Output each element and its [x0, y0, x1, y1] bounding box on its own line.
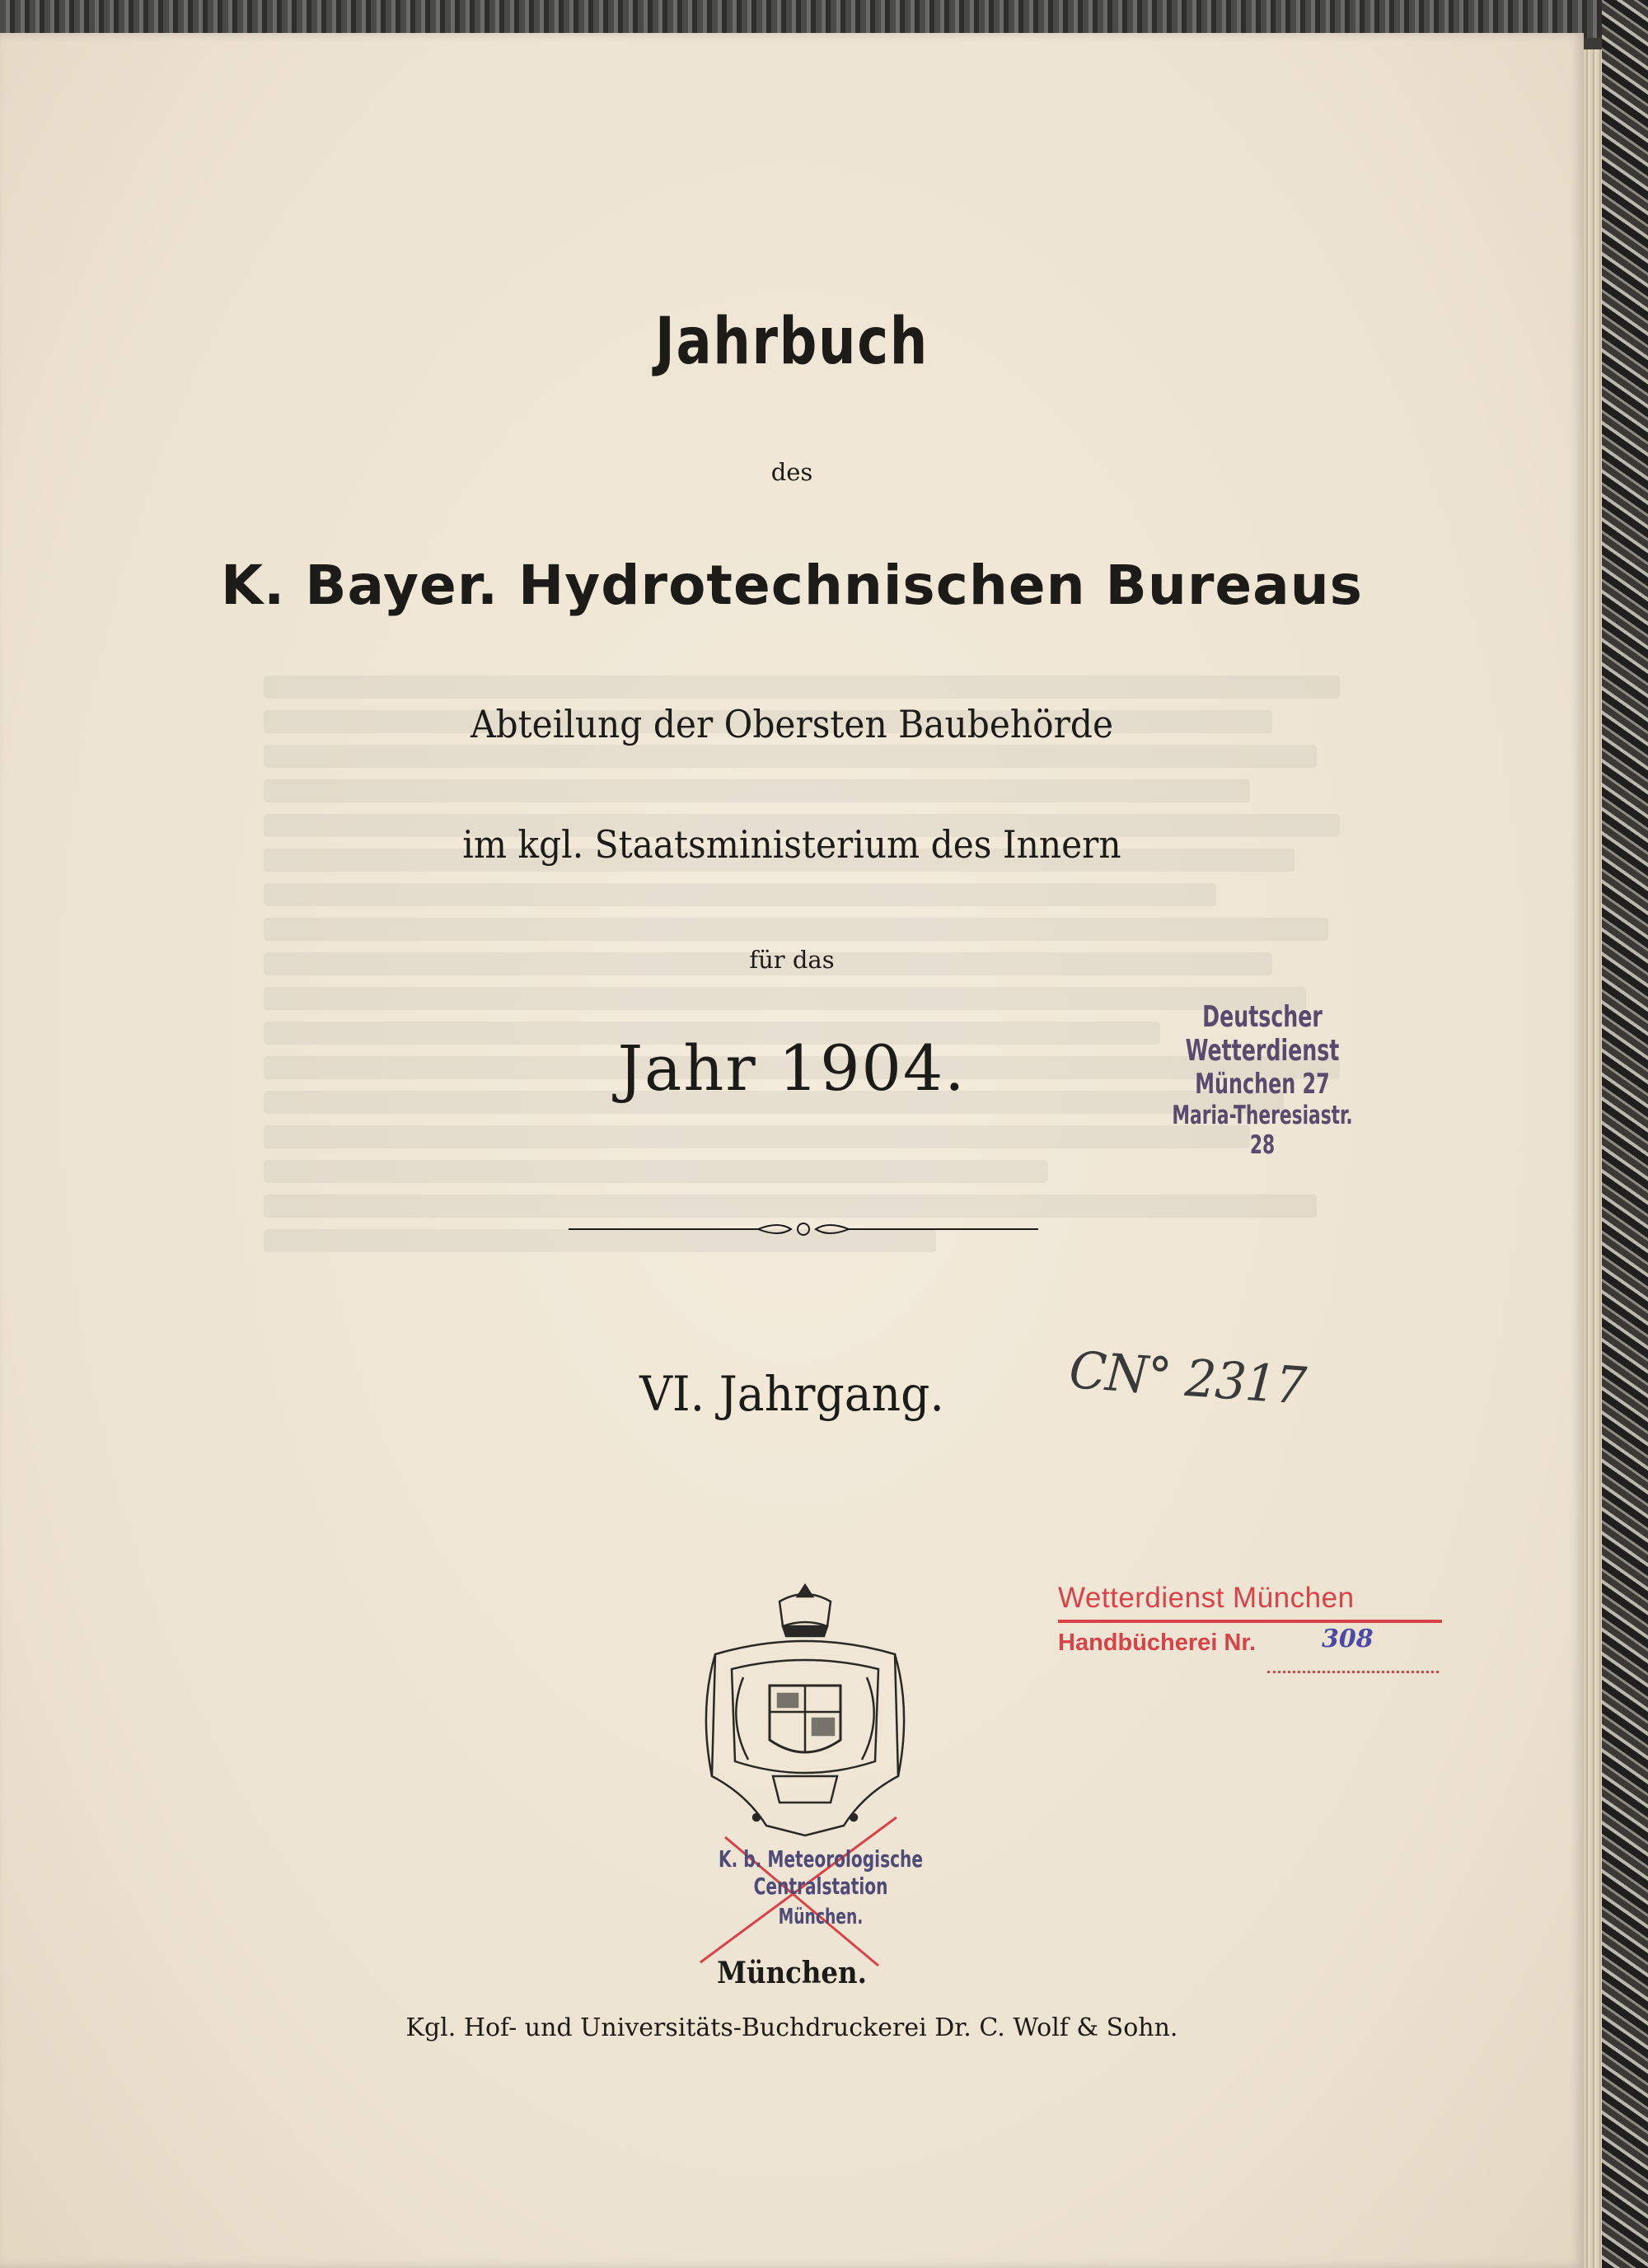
library-stamp-line-2: Handbücherei Nr. — [1058, 1630, 1257, 1656]
handwritten-catalog-number: CN° 2317 — [1067, 1340, 1308, 1416]
page-edges — [1584, 49, 1602, 2268]
library-stamp-number: 308 — [1322, 1625, 1374, 1653]
printer-line: Kgl. Hof- und Universitäts-Buchdruckerei Dr. C. Wolf & Sohn. — [405, 2013, 1178, 2042]
title-page — [0, 33, 1584, 2268]
book-title: Jahrbuch — [655, 305, 929, 379]
department-line-2: im kgl. Staatsministerium des Innern — [462, 822, 1121, 867]
volume-line: VI. Jahrgang. — [639, 1366, 944, 1422]
des-line: des — [770, 458, 813, 486]
year-line: Jahr 1904. — [617, 1031, 967, 1105]
dwd-stamp-line-3: Maria-Theresiastr. 28 — [1172, 1101, 1353, 1160]
meteo-stamp-line-1: K. b. Meteorologische Centralstation — [718, 1845, 924, 1900]
fuer-das-line: für das — [749, 946, 835, 974]
bavarian-coat-of-arms-icon — [682, 1578, 928, 1849]
meteo-stamp-line-2: München. — [778, 1905, 864, 1929]
publication-place: München. — [717, 1956, 867, 1990]
dwd-stamp-line-2: München 27 — [1195, 1068, 1330, 1101]
marbled-cover — [1602, 0, 1648, 2268]
dwd-stamp-line-1: Deutscher Wetterdienst — [1185, 1000, 1340, 1068]
department-line-1: Abteilung der Obersten Baubehörde — [470, 702, 1114, 746]
library-stamp-line-1: Wetterdienst München — [1058, 1582, 1355, 1614]
ornament-divider-icon — [569, 1219, 1038, 1239]
dwd-stamp — [1131, 1000, 1394, 1160]
library-stamp-rule — [1058, 1620, 1442, 1623]
library-stamp — [1058, 1582, 1439, 1657]
meteo-station-stamp — [639, 1845, 1002, 1929]
institution-name: K. Bayer. Hydrotechnischen Bureaus — [221, 554, 1363, 617]
